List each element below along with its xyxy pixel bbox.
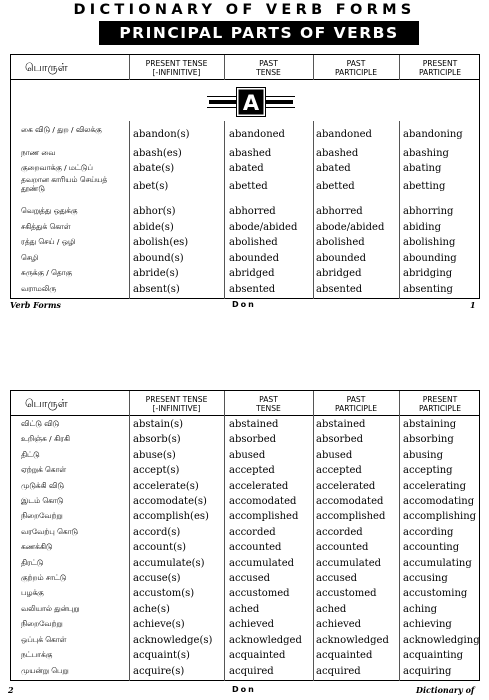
present-participle-cell: absenting [403, 284, 453, 295]
table-header [11, 391, 479, 416]
meaning-cell: செழி [21, 253, 39, 262]
present-tense-cell: abhor(s) [133, 206, 176, 217]
present-participle-cell: accelerating [403, 481, 466, 492]
verb-table-page-2 [10, 390, 480, 681]
present-participle-cell: abusing [403, 450, 443, 461]
present-tense-cell: accustom(s) [133, 588, 195, 599]
present-tense-cell: abstain(s) [133, 419, 184, 430]
meaning-cell: திட்டு [21, 450, 40, 459]
past-tense-cell: achieved [229, 619, 275, 630]
present-tense-cell: abound(s) [133, 253, 184, 264]
meaning-cell: முயன்று பெறு [21, 666, 69, 675]
present-tense-cell: accelerate(s) [133, 481, 199, 492]
present-tense-cell: account(s) [133, 542, 187, 553]
column-divider [313, 391, 314, 681]
past-participle-cell: achieved [316, 619, 362, 630]
header-pp-line1: PAST [346, 58, 366, 68]
column-divider [224, 55, 225, 80]
past-participle-cell: ached [316, 604, 347, 615]
present-participle-cell: achieving [403, 619, 452, 630]
past-tense-cell: ached [229, 604, 260, 615]
present-tense-cell: accumulate(s) [133, 558, 205, 569]
past-tense-cell: abashed [229, 148, 272, 159]
past-tense-cell: acknowledged [229, 635, 302, 646]
present-participle-cell: aching [403, 604, 438, 615]
past-tense-cell: accustomed [229, 588, 290, 599]
header-prp-line1: PRESENT [422, 394, 458, 404]
meaning-cell: சுருக்கு / தொகு [21, 268, 73, 277]
header-present-tense [129, 55, 224, 80]
banner-rule [209, 100, 236, 104]
past-participle-cell: acknowledged [316, 635, 389, 646]
past-participle-cell: abstained [316, 419, 366, 430]
past-participle-cell: absorbed [316, 434, 364, 445]
header-prp-line2: PARTICIPLE [418, 67, 462, 77]
present-tense-cell: acquaint(s) [133, 650, 190, 661]
column-divider [129, 391, 130, 681]
past-participle-cell: accomodated [316, 496, 384, 507]
present-participle-cell: abiding [403, 222, 442, 233]
present-participle-cell: accomodating [403, 496, 475, 507]
past-participle-cell: absented [316, 284, 363, 295]
footer-center: Don [232, 685, 256, 694]
meaning-cell: வலியால் துன்புறு [21, 604, 80, 613]
header-past-line1: PAST [259, 394, 278, 404]
header-past-tense [224, 55, 313, 80]
present-participle-cell: accounting [403, 542, 460, 553]
header-present-line1: PRESENT TENSE [145, 58, 208, 68]
past-participle-cell: abated [316, 163, 351, 174]
present-participle-cell: abetting [403, 181, 446, 192]
meaning-cell: கை விடு / துற / விலக்கு [21, 125, 102, 134]
meaning-cell: குறைவாக்கு / மட்டுப் [21, 163, 93, 172]
meaning-cell: பழக்கு [21, 588, 44, 597]
column-divider [129, 121, 130, 299]
header-present-line2: [-INFINITIVE] [152, 67, 201, 77]
present-tense-cell: achieve(s) [133, 619, 185, 630]
present-participle-cell: abridging [403, 268, 453, 279]
meaning-cell: முடுக்கி விடு [21, 481, 64, 490]
page-number: 2 [8, 685, 14, 695]
past-tense-cell: abridged [229, 268, 275, 279]
past-tense-cell: abetted [229, 181, 268, 192]
header-prp-line2: PARTICIPLE [418, 403, 462, 413]
past-participle-cell: accustomed [316, 588, 377, 599]
header-present-line2: [-INFINITIVE] [152, 403, 201, 413]
past-participle-cell: accelerated [316, 481, 376, 492]
column-divider [399, 55, 400, 80]
present-tense-cell: abuse(s) [133, 450, 176, 461]
past-participle-cell: acquired [316, 666, 361, 677]
present-participle-cell: abstaining [403, 419, 457, 430]
present-participle-cell: accomplishing [403, 511, 477, 522]
column-divider [313, 55, 314, 80]
present-participle-cell: abandoning [403, 129, 463, 140]
meaning-cell: குற்றம் சாட்டு [21, 573, 67, 582]
footer-right: Dictionary of [416, 685, 475, 695]
past-participle-cell: accepted [316, 465, 362, 476]
past-tense-cell: abhorred [229, 206, 276, 217]
header-past-line2: TENSE [256, 67, 281, 77]
meaning-cell: சகித்துக் கொள் [21, 222, 71, 231]
past-tense-cell: acquired [229, 666, 274, 677]
header-pp-line1: PAST [346, 394, 366, 404]
column-divider [224, 121, 225, 299]
header-past-tense [224, 391, 313, 416]
page-subtitle: PRINCIPAL PARTS OF VERBS [99, 21, 419, 45]
column-divider [224, 391, 225, 681]
past-tense-cell: abandoned [229, 129, 285, 140]
present-participle-cell: abating [403, 163, 442, 174]
meaning-cell: உறிஞ்சு / கிரகி [21, 434, 70, 443]
header-present-participle [399, 55, 481, 80]
header-past-line2: TENSE [256, 403, 281, 413]
header-present-line1: PRESENT TENSE [145, 394, 208, 404]
present-tense-cell: accomplish(es) [133, 511, 209, 522]
meaning-cell: நாண வை [21, 148, 56, 157]
past-participle-cell: abandoned [316, 129, 372, 140]
past-tense-cell: accomodated [229, 496, 297, 507]
column-divider [399, 121, 400, 299]
meaning-cell: ஒப்புக் கொள் [21, 635, 67, 644]
verb-table-page-1 [10, 54, 480, 299]
header-pp-line2: PARTICIPLE [334, 403, 378, 413]
present-participle-cell: acquainting [403, 650, 464, 661]
past-tense-cell: acquainted [229, 650, 286, 661]
past-tense-cell: abused [229, 450, 266, 461]
footer-left: Verb Forms [10, 300, 61, 310]
banner-rule [266, 96, 295, 97]
meaning-cell: வராமலிரு [21, 284, 57, 293]
present-participle-cell: abhorring [403, 206, 454, 217]
present-tense-cell: abide(s) [133, 222, 174, 233]
present-participle-cell: acknowledging [403, 635, 480, 646]
present-tense-cell: abash(es) [133, 148, 182, 159]
past-participle-cell: abashed [316, 148, 359, 159]
present-tense-cell: acknowledge(s) [133, 635, 213, 646]
meaning-cell: வெறுத்து ஒதுக்கு [21, 206, 78, 215]
header-past-participle [313, 391, 399, 416]
header-meaning: பொருள் [25, 61, 68, 74]
present-tense-cell: ache(s) [133, 604, 170, 615]
present-participle-cell: absorbing [403, 434, 454, 445]
past-participle-cell: accorded [316, 527, 363, 538]
past-tense-cell: accomplished [229, 511, 299, 522]
present-participle-cell: according [403, 527, 454, 538]
header-present-tense [129, 391, 224, 416]
present-participle-cell: accepting [403, 465, 453, 476]
present-participle-cell: accumulating [403, 558, 472, 569]
meaning-cell: இடம் கொடு [21, 496, 64, 505]
past-tense-cell: accused [229, 573, 271, 584]
past-participle-cell: abetted [316, 181, 355, 192]
page-title: DICTIONARY OF VERB FORMS [73, 2, 416, 18]
present-participle-cell: abolishing [403, 237, 456, 248]
meaning-cell: ஏற்றுக் கொள் [21, 465, 67, 474]
header-past-line1: PAST [259, 58, 278, 68]
meaning-cell: விட்டு விடு [21, 419, 60, 428]
present-participle-cell: acquiring [403, 666, 452, 677]
past-tense-cell: accorded [229, 527, 276, 538]
present-tense-cell: accept(s) [133, 465, 180, 476]
banner-rule [266, 100, 293, 104]
header-pp-line2: PARTICIPLE [334, 67, 378, 77]
past-tense-cell: abolished [229, 237, 278, 248]
header-present-participle [399, 391, 481, 416]
header-past-participle [313, 55, 399, 80]
column-divider [399, 391, 400, 681]
past-participle-cell: accumulated [316, 558, 382, 569]
past-participle-cell: accomplished [316, 511, 386, 522]
present-tense-cell: accuse(s) [133, 573, 181, 584]
past-tense-cell: abated [229, 163, 264, 174]
meaning-cell: நிறைவேற்று [21, 619, 63, 628]
past-participle-cell: abode/abided [316, 222, 385, 233]
past-tense-cell: abode/abided [229, 222, 298, 233]
banner-rule [266, 107, 295, 108]
present-tense-cell: abate(s) [133, 163, 175, 174]
header-meaning: பொருள் [25, 397, 68, 410]
past-tense-cell: accepted [229, 465, 275, 476]
past-participle-cell: accounted [316, 542, 369, 553]
present-participle-cell: accustoming [403, 588, 468, 599]
column-divider [129, 55, 130, 80]
past-participle-cell: acquainted [316, 650, 373, 661]
past-participle-cell: abused [316, 450, 353, 461]
present-participle-cell: abashing [403, 148, 449, 159]
meaning-cell: கணக்கிடு [21, 542, 53, 551]
past-participle-cell: abounded [316, 253, 366, 264]
past-tense-cell: accelerated [229, 481, 289, 492]
present-tense-cell: abandon(s) [133, 129, 190, 140]
past-participle-cell: abridged [316, 268, 362, 279]
section-letter: A [236, 87, 266, 117]
present-participle-cell: accusing [403, 573, 448, 584]
section-letter-banner [207, 87, 295, 117]
past-tense-cell: abstained [229, 419, 279, 430]
meaning-cell: நிறைவேற்று [21, 511, 63, 520]
column-divider [313, 121, 314, 299]
past-participle-cell: abhorred [316, 206, 363, 217]
meaning-cell: நட்பாக்கு [21, 650, 53, 659]
banner-rule [207, 107, 236, 108]
header-prp-line1: PRESENT [422, 58, 458, 68]
meaning-cell: ரத்து செய் / ஒழி [21, 237, 76, 246]
past-tense-cell: accounted [229, 542, 282, 553]
present-tense-cell: acquire(s) [133, 666, 185, 677]
present-tense-cell: absent(s) [133, 284, 180, 295]
present-tense-cell: accomodate(s) [133, 496, 207, 507]
past-tense-cell: accumulated [229, 558, 295, 569]
past-participle-cell: accused [316, 573, 358, 584]
past-tense-cell: absorbed [229, 434, 277, 445]
past-tense-cell: abounded [229, 253, 279, 264]
present-participle-cell: abounding [403, 253, 457, 264]
past-tense-cell: absented [229, 284, 276, 295]
present-tense-cell: absorb(s) [133, 434, 181, 445]
meaning-cell: வரவேற்பு கொடு [21, 527, 79, 536]
present-tense-cell: accord(s) [133, 527, 181, 538]
footer-center: Don [232, 300, 256, 309]
present-tense-cell: abet(s) [133, 181, 169, 192]
meaning-cell: திரட்டு [21, 558, 44, 567]
table-header [11, 55, 479, 80]
past-participle-cell: abolished [316, 237, 365, 248]
page-number: 1 [470, 300, 476, 310]
banner-rule [207, 96, 236, 97]
present-tense-cell: abride(s) [133, 268, 179, 279]
meaning-cell: தவறான காரியம் செய்யத் தூண்டு [21, 175, 108, 193]
present-tense-cell: abolish(es) [133, 237, 189, 248]
